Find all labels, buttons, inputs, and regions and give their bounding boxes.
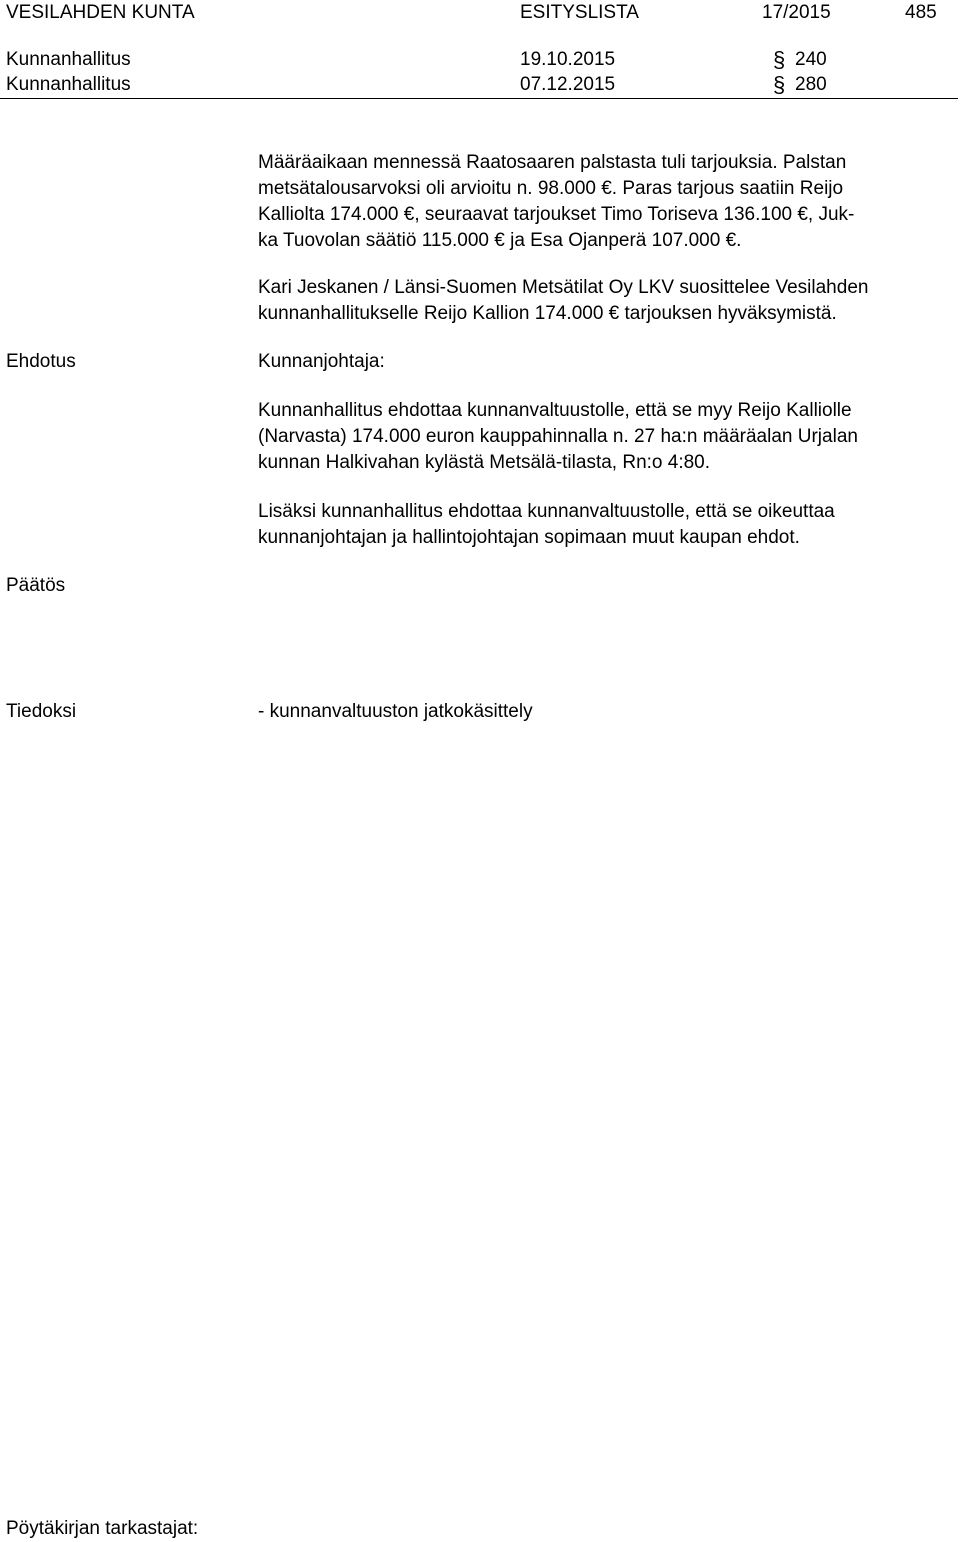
- text-line: ka Tuovolan säätiö 115.000 € ja Esa Ojanperä 107.000 €.: [258, 230, 742, 251]
- ref-date-2: 07.12.2015: [520, 74, 616, 95]
- text-line: metsätalousarvoksi oli arvioitu n. 98.000 €. Paras tarjous saatiin Reijo: [258, 178, 844, 199]
- paragraph-proposal: [258, 398, 958, 476]
- section-symbol-2: §: [773, 72, 786, 97]
- reviewers-label: Pöytäkirjan tarkastajat:: [6, 1518, 199, 1539]
- ref-date-1: 19.10.2015: [520, 49, 616, 70]
- text-line: Lisäksi kunnanhallitus ehdottaa kunnanvaltuustolle, että se oikeuttaa: [258, 501, 835, 522]
- proposer-label: Kunnanjohtaja:: [258, 351, 385, 372]
- ref-section-1: 240: [795, 49, 827, 70]
- paragraph-recommendation: [258, 275, 958, 327]
- document-type: ESITYSLISTA: [520, 2, 639, 23]
- section-symbol-1: §: [773, 47, 786, 72]
- proposal-label: Ehdotus: [6, 351, 76, 372]
- text-line: Kalliolta 174.000 €, seuraavat tarjoukset Timo Toriseva 136.100 €, Juk-: [258, 204, 855, 225]
- text-line: kunnanhallitukselle Reijo Kallion 174.000 € tarjouksen hyväksymistä.: [258, 303, 837, 324]
- decision-label: Päätös: [6, 575, 66, 596]
- ref-body-1: Kunnanhallitus: [6, 49, 131, 70]
- paragraph-authorization: [258, 499, 958, 551]
- ref-section-2: 280: [795, 74, 827, 95]
- text-line: kunnanjohtajan ja hallintojohtajan sopimaan muut kaupan ehdot.: [258, 527, 800, 548]
- notice-value: - kunnanvaltuuston jatkokäsittely: [258, 701, 533, 722]
- ref-body-2: Kunnanhallitus: [6, 74, 131, 95]
- issue-number: 17/2015: [762, 2, 831, 23]
- text-line: Kari Jeskanen / Länsi-Suomen Metsätilat Oy LKV suosittelee Vesilahden: [258, 277, 869, 298]
- header-divider: [0, 98, 958, 99]
- text-line: Määräaikaan mennessä Raatosaaren palstasta tuli tarjouksia. Palstan: [258, 152, 847, 173]
- paragraph-bids: [258, 150, 958, 254]
- notice-label: Tiedoksi: [6, 701, 77, 722]
- municipality-name: VESILAHDEN KUNTA: [6, 2, 195, 23]
- text-line: Kunnanhallitus ehdottaa kunnanvaltuustolle, että se myy Reijo Kalliolle: [258, 400, 852, 421]
- page-number: 485: [905, 2, 937, 23]
- text-line: (Narvasta) 174.000 euron kauppahinnalla n. 27 ha:n määräalan Urjalan: [258, 426, 858, 447]
- text-line: kunnan Halkivahan kylästä Metsälä-tilasta, Rn:o 4:80.: [258, 452, 711, 473]
